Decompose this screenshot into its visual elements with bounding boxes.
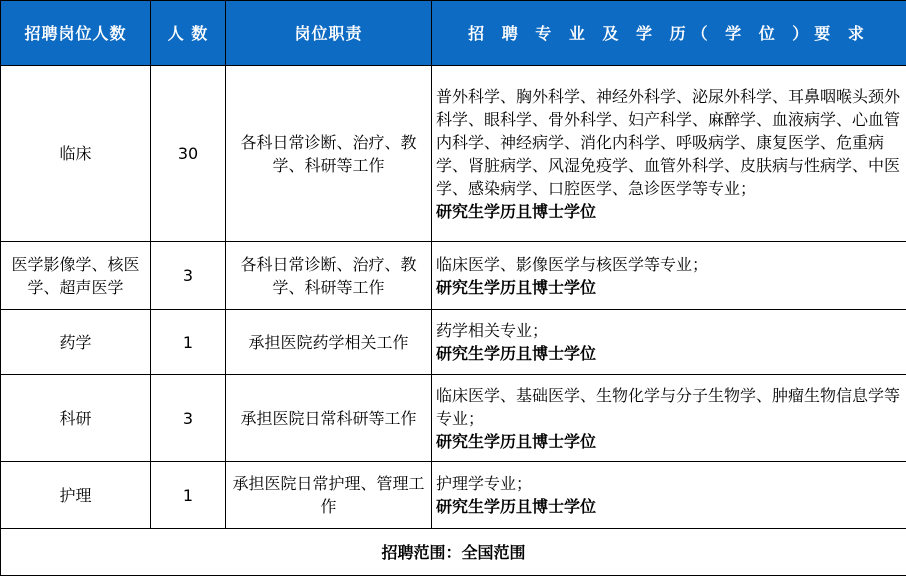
degree-text: 研究生学历且博士学位 [436,200,903,223]
recruitment-scope: 招聘范围：全国范围 [1,529,906,576]
requirement-cell [432,462,906,529]
majors-text: 护理学专业； [436,472,903,495]
position-cell: 护理 [1,462,151,529]
duty-cell: 各科日常诊断、治疗、教学、科研等工作 [226,242,432,310]
count-cell: 1 [151,462,226,529]
position-cell: 科研 [1,375,151,462]
count-cell: 30 [151,66,226,242]
table-row [1,242,906,310]
requirement-cell [432,242,906,310]
position-cell: 药学 [1,310,151,375]
header-position: 招聘岗位人数 [1,1,151,66]
table-row [1,375,906,462]
header-requirement: 招 聘 专 业 及 学 历（ 学 位 ）要 求 [432,1,906,66]
table-row [1,462,906,529]
majors-text: 药学相关专业； [436,319,903,342]
degree-text: 研究生学历且博士学位 [436,430,903,453]
header-row [1,1,906,66]
count-cell: 3 [151,375,226,462]
duty-cell: 承担医院药学相关工作 [226,310,432,375]
table-row [1,66,906,242]
degree-text: 研究生学历且博士学位 [436,276,903,299]
header-count: 人 数 [151,1,226,66]
count-cell: 1 [151,310,226,375]
duty-cell: 各科日常诊断、治疗、教学、科研等工作 [226,66,432,242]
requirement-cell [432,310,906,375]
count-cell: 3 [151,242,226,310]
requirement-cell [432,375,906,462]
degree-text: 研究生学历且博士学位 [436,342,903,365]
position-cell: 临床 [1,66,151,242]
majors-text: 临床医学、基础医学、生物化学与分子生物学、肿瘤生物信息学等专业； [436,384,903,430]
degree-text: 研究生学历且博士学位 [436,495,903,518]
majors-text: 临床医学、影像医学与核医学等专业； [436,253,903,276]
header-duty: 岗位职责 [226,1,432,66]
duty-cell: 承担医院日常科研等工作 [226,375,432,462]
majors-text: 普外科学、胸外科学、神经外科学、泌尿外科学、耳鼻咽喉头颈外科学、眼科学、骨外科学、妇产科学、麻醉学、血液病学、心血管内科学、神经病学、消化内科学、呼吸病学、康复医学、危重病学、肾脏病学、风湿免疫学、血管外科学、皮肤病与性病学、中医学、感染病学、口腔医学、急诊医学等专业； [436,85,903,200]
position-cell: 医学影像学、核医学、超声医学 [1,242,151,310]
duty-cell: 承担医院日常护理、管理工作 [226,462,432,529]
table-row [1,310,906,375]
footer-row [1,529,906,576]
requirement-cell [432,66,906,242]
